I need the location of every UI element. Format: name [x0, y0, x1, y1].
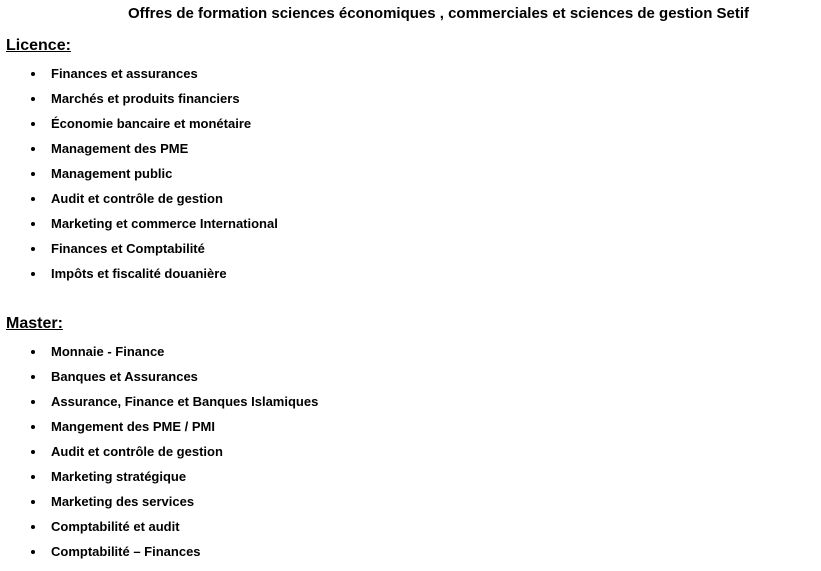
list-item: [0, 518, 318, 543]
list-item: [0, 393, 318, 418]
list-item-label: Management public: [51, 166, 173, 181]
list-item-label: Management des PME: [51, 141, 189, 156]
bullet-icon: [31, 247, 35, 251]
bullet-icon: [31, 97, 35, 101]
list-item-label: Marketing et commerce International: [51, 216, 278, 231]
bullet-icon: [31, 525, 35, 529]
list-item-label: Mangement des PME / PMI: [51, 419, 215, 434]
licence-heading: Licence:: [6, 37, 71, 54]
list-item: [0, 190, 278, 215]
list-item: [0, 215, 278, 240]
list-item: [0, 368, 318, 393]
list-item-label: Impôts et fiscalité douanière: [51, 266, 227, 281]
bullet-icon: [31, 350, 35, 354]
list-item: [0, 443, 318, 468]
list-item-label: Comptabilité et audit: [51, 519, 180, 534]
bullet-icon: [31, 272, 35, 276]
list-item-label: Monnaie - Finance: [51, 344, 165, 359]
bullet-icon: [31, 222, 35, 226]
bullet-icon: [31, 400, 35, 404]
bullet-icon: [31, 375, 35, 379]
bullet-icon: [31, 147, 35, 151]
list-item-label: Audit et contrôle de gestion: [51, 444, 223, 459]
list-item: [0, 343, 318, 368]
bullet-icon: [31, 197, 35, 201]
bullet-icon: [31, 72, 35, 76]
list-item-label: Marketing stratégique: [51, 469, 187, 484]
list-item: [0, 468, 318, 493]
list-item-label: Finances et assurances: [51, 66, 198, 81]
list-item-label: Économie bancaire et monétaire: [51, 116, 252, 131]
list-item: [0, 90, 278, 115]
list-item: [0, 265, 278, 290]
list-item: [0, 240, 278, 265]
list-item-label: Marketing des services: [51, 494, 195, 509]
list-item-label: Banques et Assurances: [51, 369, 198, 384]
bullet-icon: [31, 425, 35, 429]
list-item: [0, 418, 318, 443]
list-item-label: Assurance, Finance et Banques Islamiques: [51, 394, 319, 409]
bullet-icon: [31, 550, 35, 554]
master-heading: Master:: [6, 315, 63, 332]
list-item: [0, 543, 318, 568]
bullet-icon: [31, 475, 35, 479]
list-item-label: Finances et Comptabilité: [51, 241, 205, 256]
bullet-icon: [31, 122, 35, 126]
list-item: [0, 65, 278, 90]
list-item-label: Comptabilité – Finances: [51, 544, 201, 559]
page-title: Offres de formation sciences économiques , commerciales et sciences de gestion Setif: [128, 5, 750, 22]
list-item: [0, 493, 318, 518]
licence-list: [0, 65, 278, 290]
bullet-icon: [31, 172, 35, 176]
list-item-label: Marchés et produits financiers: [51, 91, 240, 106]
list-item-label: Audit et contrôle de gestion: [51, 191, 223, 206]
master-list: [0, 343, 318, 568]
list-item: [0, 115, 278, 140]
list-item: [0, 140, 278, 165]
list-item: [0, 165, 278, 190]
bullet-icon: [31, 500, 35, 504]
bullet-icon: [31, 450, 35, 454]
